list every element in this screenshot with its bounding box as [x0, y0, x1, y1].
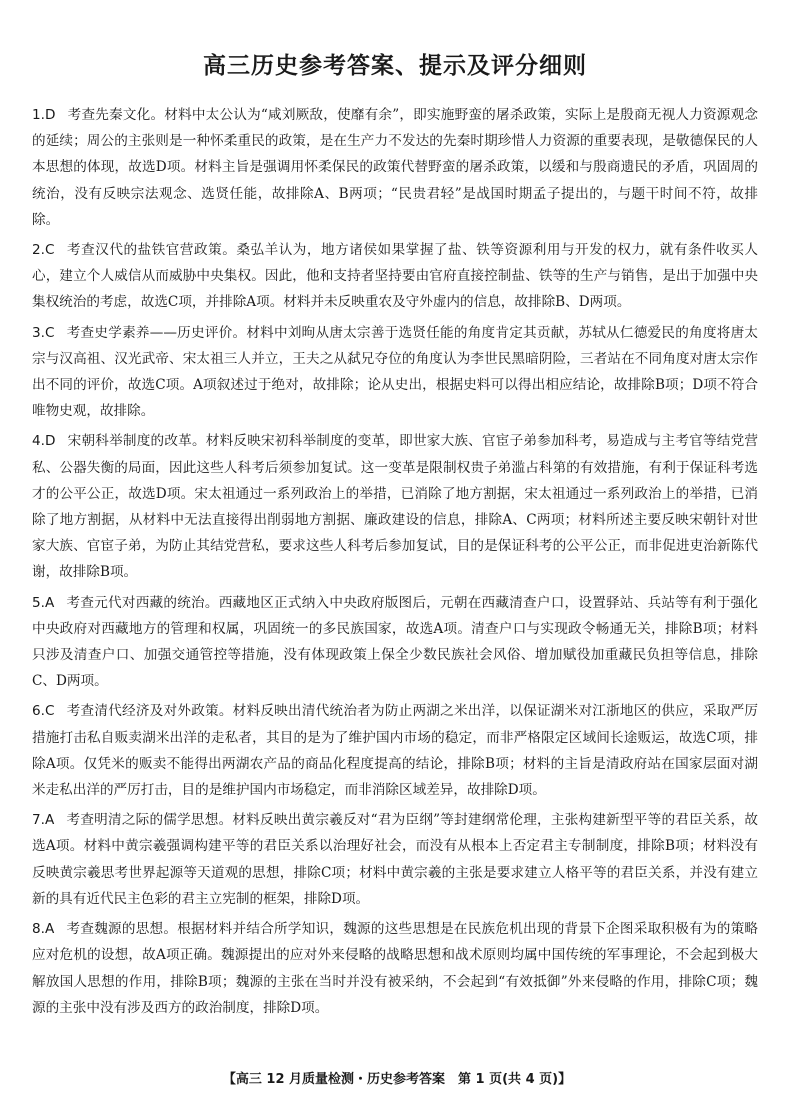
item-number: 6. — [32, 703, 45, 720]
page-footer: 【高三 12 月质量检测・历史参考答案 第 1 页(共 4 页)】 — [222, 1072, 572, 1087]
item-number: 3. — [32, 324, 45, 341]
answer-item-5 — [32, 590, 758, 695]
item-explanation: 考查先秦文化。材料中太公认为“咸刘厥敌，使靡有余”，即实施野蛮的屠杀政策，实际上是殷商无视人力资源观念的延续；周公的主张则是一种怀柔重民的政策，是在生产力不发达的先秦时期珍惜人力资源的重要表现，是敬德保民的人本思想的体现，故选D项。材料主旨是强调用怀柔保民的政策代替野蛮的屠杀政策，以缓和与殷商遗民的矛盾，巩固周的统治，没有反映宗法观念、选贤任能，故排除A、B两项；“民贵君轻”是战国时期孟子提出的，与题干时间不符，故排除。 — [32, 107, 758, 228]
item-explanation: 考查元代对西藏的统治。西藏地区正式纳入中央政府版图后，元朝在西藏清查户口，设置驿站、兵站等有利于强化中央政府对西藏地方的管理和权属，巩固统一的多民族国家，故选A项。清查户口与实现政令畅通无关，排除B项；材料只涉及清查户口、加强交通管控等措施，没有体现政策上保全少数民族社会风俗、增加赋役加重藏民负担等信息，排除C、D两项。 — [32, 594, 758, 690]
item-number: 5. — [32, 594, 45, 611]
item-explanation: 考查明清之际的儒学思想。材料反映出黄宗羲反对“君为臣纲”等封建纲常伦理，主张构建新型平等的君臣关系，故选A项。材料中黄宗羲强调构建平等的君臣关系以治理好社会，而没有从根本上否定君主专制制度，排除B项；材料没有反映黄宗羲思考世界起源等天道观的思想，排除C项；材料中黄宗羲的主张是要求建立人格平等的君臣关系，并没有建立新的具有近代民主色彩的君主立宪制的框架，排除D项。 — [32, 812, 758, 907]
item-number: 7. — [32, 812, 45, 829]
answer-item-1 — [32, 102, 758, 233]
page-title: 高三历史参考答案、提示及评分细则 — [203, 53, 587, 79]
item-answer: C — [44, 242, 55, 259]
answer-item-7 — [32, 807, 758, 912]
item-answer: D — [44, 107, 56, 123]
item-number: 2. — [32, 242, 45, 259]
item-answer: D — [44, 433, 56, 450]
answer-item-6 — [32, 698, 758, 803]
item-number: 8. — [32, 921, 45, 938]
answer-item-2 — [32, 237, 758, 316]
answer-item-4 — [32, 428, 758, 585]
answer-item-8 — [32, 916, 758, 1021]
item-answer: A — [44, 921, 55, 938]
item-explanation: 考查魏源的思想。根据材料并结合所学知识，魏源的这些思想是在民族危机出现的背景下企图采取积极有为的策略应对危机的设想，故A项正确。魏源提出的应对外来侵略的战略思想和战术原则均属中国传统的军事理论，不会起到极大解放国人思想的作用，排除B项；魏源的主张在当时并没有被采纳，不会起到“有效抵御”外来侵略的作用，排除C项；魏源的主张中没有涉及西方的政治制度，排除D项。 — [32, 921, 758, 1016]
item-number: 4. — [32, 433, 45, 450]
item-explanation: 宋朝科举制度的改革。材料反映宋初科举制度的变革，即世家大族、官宦子弟参加科考，易造成与主考官等结党营私、公器失衡的局面，因此这些人科考后须参加复试。这一变革是限制权贵子弟滥占科第的有效措施，有利于保证科考选才的公平公正，故选D项。宋太祖通过一系列政治上的举措，已消除了地方割据，宋太祖通过一系列政治上的举措，已消除了地方割据，从材料中无法直接得出削弱地方割据、廉政建设的信息，排除A、C两项；材料所述主要反映宋朝针对世家大族、官宦子弟，为防止其结党营私，要求这些人科考后参加复试，目的是保证科考的公平公正，而非促进吏治新陈代谢，故排除B项。 — [32, 433, 758, 581]
item-answer: A — [44, 812, 55, 829]
item-answer: A — [44, 594, 55, 611]
item-number: 1. — [32, 107, 45, 123]
item-explanation: 考查汉代的盐铁官营政策。桑弘羊认为，地方诸侯如果掌握了盐、铁等资源利用与开发的权力，就有条件收买人心，建立个人威信从而威胁中央集权。因此，他和支持者坚持要由官府直接控制盐、铁等的生产与销售，是出于加强中央集权统治的考虑，故选C项，并排除A项。材料并未反映重农及守外虚内的信息，故排除B、D两项。 — [32, 242, 758, 311]
item-explanation: 考查清代经济及对外政策。材料反映出清代统治者为防止两湖之米出洋，以保证湖米对江浙地区的供应，采取严厉措施打击私自贩卖湖米出洋的走私者，其目的是为了维护国内市场的稳定，而非严格限定区域间长途贩运，故选C项，排除A项。仅凭米的贩卖不能得出两湖农产品的商品化程度提高的结论，排除B项；材料的主旨是清政府站在国家层面对湖米走私出洋的严厉打击，目的是维护国内市场稳定，而非消除区域差异，故排除D项。 — [32, 703, 758, 799]
answer-list — [32, 102, 758, 1021]
item-answer: C — [44, 324, 55, 341]
item-explanation: 考查史学素养——历史评价。材料中刘昫从唐太宗善于选贤任能的角度肯定其贡献，苏轼从仁德爱民的角度将唐太宗与汉高祖、汉光武帝、宋太祖三人并立，王夫之从弑兄夺位的角度认为李世民黑暗阴险，三者站在不同角度对唐太宗作出不同的评价，故选C项。A项叙述过于绝对，故排除；论从史出，根据史料可以得出相应结论，故排除B项；D项不符合唯物史观，故排除。 — [32, 324, 758, 420]
item-answer: C — [44, 703, 55, 720]
answer-item-3 — [32, 320, 758, 425]
